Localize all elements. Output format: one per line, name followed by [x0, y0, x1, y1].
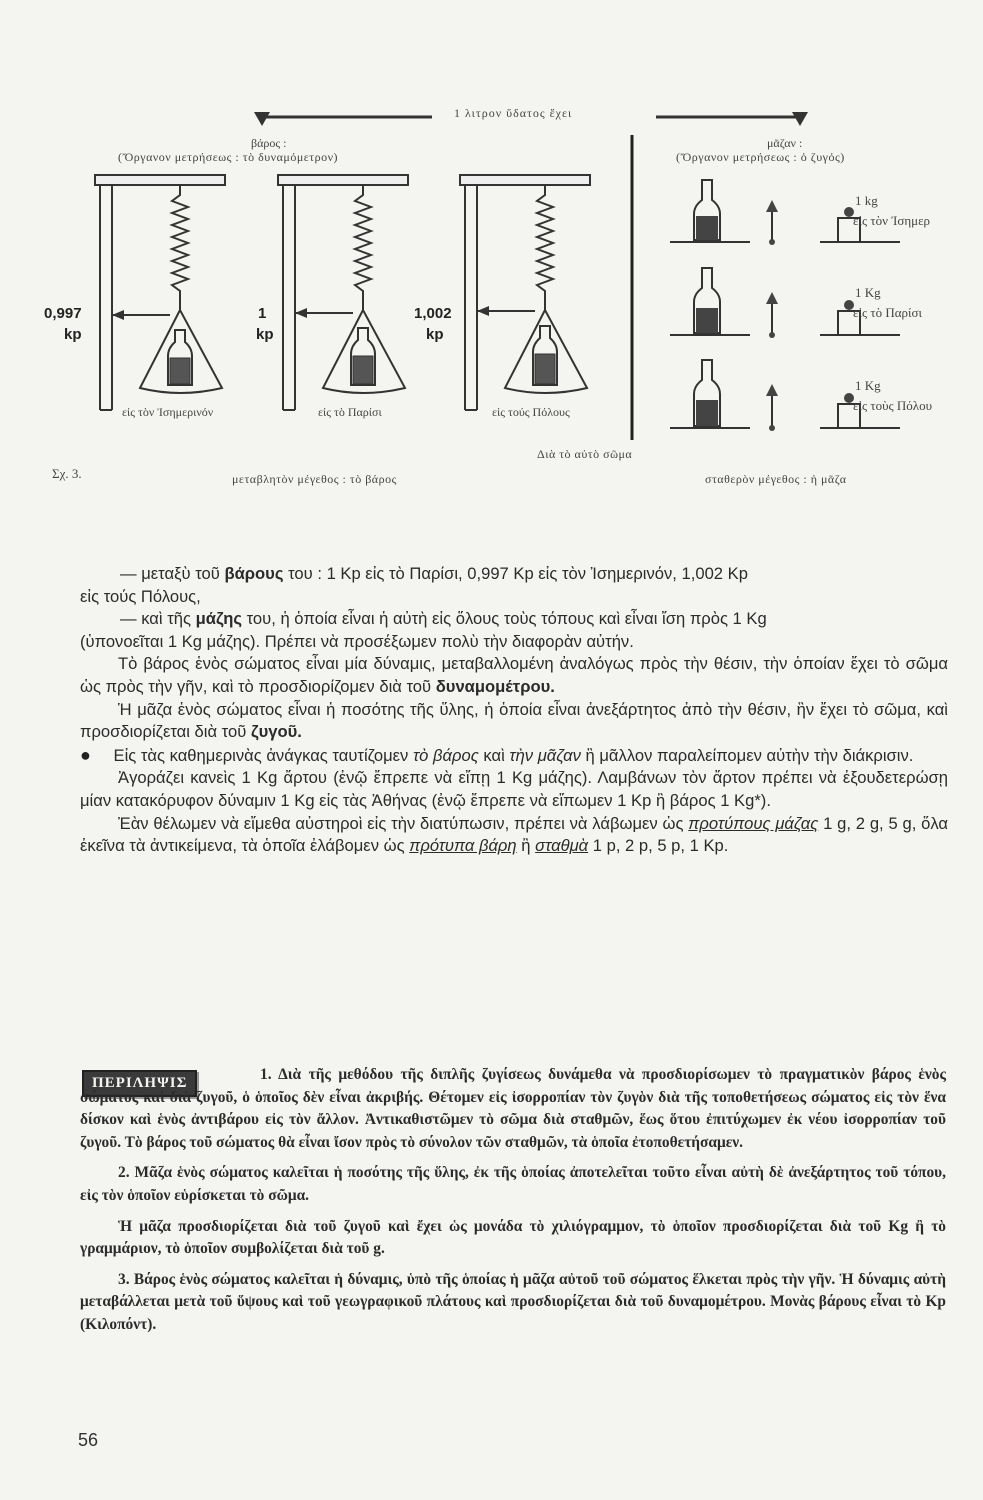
spring-unit-paris: kp	[256, 326, 274, 343]
page-number: 56	[78, 1430, 99, 1450]
difference-weight-line: — μεταξὺ τοῦ βάρους του : 1 Kp εἰς τὸ Παρίσι, 0,997 Kp εἰς τὸν Ἰσημερινόν, 1,002 Kp	[120, 564, 748, 583]
balance-place-3: εἰς τοὺς Πόλου	[853, 398, 933, 413]
spring-reading-paris: 1	[258, 305, 267, 322]
constant-caption: σταθερὸν μέγεθος : ἡ μᾶζα	[705, 472, 847, 486]
mass-definition-paragraph: Ἡ μᾶζα ἑνὸς σώματος εἶναι ἡ ποσότης τῆς ὕλης, ἡ ὁποία εἶναι ἀνεξάρτητος ἀπὸ τὴν θέσιν, ἣν ἔχει τὸ σῶμα, καὶ προσδιορίζεται διὰ τοῦ ζυγοῦ.	[80, 699, 948, 742]
summary-item-3: Ἡ μᾶζα προσδιορίζεται διὰ τοῦ ζυγοῦ καὶ ἔχει ὡς μονάδα τὸ χιλιόγραμμον, τὸ ὁποῖον προσδιορίζεται διὰ τοῦ Kg ἢ τὸ γραμμάριον, τὸ ὁποῖον συμβολίζεται διὰ τοῦ g.	[80, 1217, 946, 1258]
spring-unit-poles: kp	[426, 326, 444, 343]
spring-place-equator: εἰς τὸν Ἰσημερινόν	[122, 405, 214, 419]
strict-paragraph: Ἐὰν θέλωμεν νὰ εἴμεθα αὐστηροὶ εἰς τὴν διατύπωσιν, πρέπει νὰ λάβωμεν ὡς προτύπους μάζας 1 g, 2 g, 5 g, ὅλα ἐκεῖνα τὰ ἀντικείμενα, τὰ ὁποῖα ἐλάβομεν ὡς πρότυπα βάρη ἢ σταθμὰ 1 p, 2 p, 5 p, 1 Kp.	[80, 813, 948, 856]
summary-item-1: 1. Διὰ τῆς μεθόδου τῆς διπλῆς ζυγίσεως δυνάμεθα νὰ προσδιορίσωμεν τὸ πραγματικὸν βάρος ἑνὸς σώματος καὶ διὰ ζυγοῦ, ὁ ὁποῖος δὲν εἶναι ἀκριβής. Θέτομεν εἰς ἰσορροπίαν τὸν ζυγὸν διὰ τῆς τοποθετήσεως σώματος εἰς τὸν ἕνα δίσκον καὶ ἑνὸς ἀντιβάρου εἰς τὸν ἄλλον. Ἀντικαθιστῶμεν τὸ σῶμα διὰ σταθμῶν, ἕως ὅτου ἐπιτύχωμεν ἐκ νέου ἰσορροπίαν τοῦ ζυγοῦ. Τὸ βάρος τοῦ σώματος θὰ εἶναι ἴσον πρὸς τὸ σύνολον τῶν σταθμῶν, τὰ ὁποῖα ἐτοποθετήσαμεν.	[80, 1066, 946, 1151]
balance-place-2: εἰς τὸ Παρίσι	[853, 305, 923, 320]
summary	[80, 1064, 946, 1337]
spring-place-poles: εἰς τούς Πόλους	[492, 405, 570, 419]
spring-scales-drawing	[0, 0, 640, 440]
same-body-caption: Διὰ τὸ αὐτὸ σῶμα	[537, 447, 633, 461]
summary-item-2: 2. Μᾶζα ἑνὸς σώματος καλεῖται ἡ ποσότης τῆς ὕλης, ἐκ τῆς ὁποίας ἀποτελεῖται τοῦτο εἶναι αὐτὴ δὲ ἀνεξάρτητος τοῦ τόπου, εἰς τὸν ὁποῖον εὑρίσκεται τὸ σῶμα.	[80, 1164, 946, 1204]
variable-caption: μεταβλητὸν μέγεθος : τὸ βάρος	[232, 472, 397, 486]
figure-label: Σχ. 3.	[52, 466, 82, 481]
balance-place-1: εἰς τὸν Ἰσημερ	[853, 213, 931, 228]
weight-definition-paragraph: Τὸ βάρος ἑνὸς σώματος εἶναι μία δύναμις, μεταβαλλομένη ἀναλόγως πρὸς τὴν θέσιν, τὴν ὁποίαν ἔχει τὸ σῶμα ὡς πρὸς τὴν γῆν, καὶ τὸ προσδιορίζομεν διὰ τοῦ δυναμομέτρου.	[80, 654, 948, 696]
spring-unit-equator: kp	[64, 326, 82, 343]
balance-mass-3: 1 Kg	[855, 378, 881, 393]
body-text	[80, 563, 948, 858]
spring-place-paris: εἰς τὸ Παρίσι	[318, 405, 382, 419]
right-header-instrument: (Ὄργανον μετρήσεως : ὁ ζυγός)	[676, 150, 845, 164]
figure	[0, 0, 983, 500]
bullet-icon: ●	[80, 744, 91, 765]
spring-reading-equator: 0,997	[44, 305, 82, 322]
figure-top-label: 1 λιτρον ὕδατος ἔχει	[454, 106, 573, 120]
left-header-instrument: (Ὄργανον μετρήσεως : τὸ δυναμόμετρον)	[118, 150, 339, 164]
bread-paragraph: Ἀγοράζει κανεὶς 1 Kg ἄρτου (ἐνῷ ἔπρεπε νὰ εἴπῃ 1 Kg μάζης). Λαμβάνων τὸν ἄρτον πρέπει νὰ ἐξουδετερώσῃ μίαν κατακόρυφον δύναμιν 1 Kg εἰς τὰς Ἀθήνας (ἐνῷ ἔπρεπε νὰ εἴπωμεν 1 Kp ἢ βάρος 1 Kg*).	[80, 768, 948, 810]
everyday-paragraph: ● Εἰς τὰς καθημερινὰς ἀνάγκας ταυτίζομεν τὸ βάρος καὶ τὴν μᾶζαν ἢ μᾶλλον παραλείπομεν αὐτὴν τὴν διάκρισιν.	[80, 744, 914, 765]
balance-mass-2: 1 Kg	[855, 285, 881, 300]
summary-badge: ΠΕΡΙΛΗΨΙΣ	[82, 1070, 197, 1097]
mass-note-line: (ὑπονοεῖται 1 Kg μάζης). Πρέπει νὰ προσέξωμεν πολὺ τὴν διαφορὰν αὐτήν.	[80, 631, 634, 651]
balance-mass-1: 1 kg	[855, 193, 878, 208]
left-header-title: βάρος :	[251, 136, 287, 150]
poles-line: εἰς τούς Πόλους,	[80, 586, 201, 606]
spring-reading-poles: 1,002	[414, 305, 452, 322]
difference-mass-line: — καὶ τῆς μάζης του, ἡ ὁποία εἶναι ἡ αὐτὴ εἰς ὅλους τοὺς τόπους καὶ εἶναι ἴση πρὸς 1 Kg	[120, 609, 767, 629]
right-header-title: μᾶζαν :	[767, 136, 803, 150]
summary-item-4: 3. Βάρος ἑνὸς σώματος καλεῖται ἡ δύναμις, ὑπὸ τῆς ὁποίας ἡ μᾶζα αὐτοῦ τοῦ σώματος ἕλκεται πρὸς τὴν γῆν. Ἡ δύναμις αὐτὴ μεταβάλλεται μετὰ τοῦ ὕψους καὶ τοῦ γεωγραφικοῦ πλάτους καὶ προσδιορίζεται διὰ τοῦ δυναμομέτρου. Μονὰς βάρους εἶναι τὸ Kp (Κιλοπόντ).	[80, 1270, 946, 1333]
